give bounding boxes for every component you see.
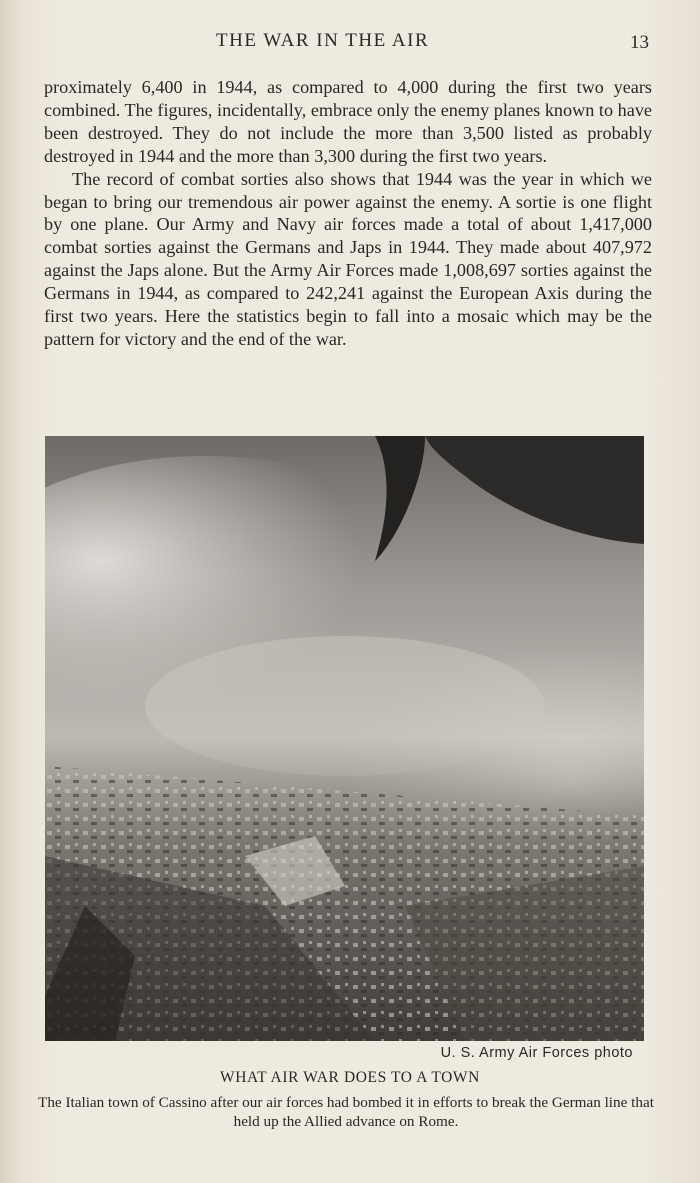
photo-credit: U. S. Army Air Forces photo [440,1045,633,1061]
body-text [44,76,652,351]
page-number: 13 [630,32,649,53]
caption-text: The Italian town of Cassino after our air forces had bombed it in efforts to break the German line that held up the Allied advance on Rome. [38,1094,654,1130]
running-title: THE WAR IN THE AIR [216,30,430,51]
aerial-photo-illustration [45,436,644,1041]
caption-title: WHAT AIR WAR DOES TO A TOWN [220,1069,480,1086]
running-header [0,30,700,56]
aerial-photo-cassino [45,436,644,1041]
paragraph-2: The record of combat sorties also shows that 1944 was the year in which we began to bring our tremendous air power against the enemy. A sortie is one flight by one plane. Our Army and Navy air forces made a total of about 1,417,000 combat sorties against the Germans and Japs in 1944. They made about 407,972 against the Japs alone. But the Army Air Forces made 1,008,697 sorties against the Germans in 1944, as compared to 242,241 against the European Axis during the first two years. Here the statistics begin to fall into a mosaic which may be the pattern for victory and the end of the war. [44,168,652,349]
paragraph-1: proximately 6,400 in 1944, as compared to 4,000 during the first two years combined. The figures, incidentally, embrace only the enemy planes known to have been destroyed. They do not include the more than 3,500 listed as probably destroyed in 1944 and the more than 3,300 during the first two years. [44,77,652,166]
